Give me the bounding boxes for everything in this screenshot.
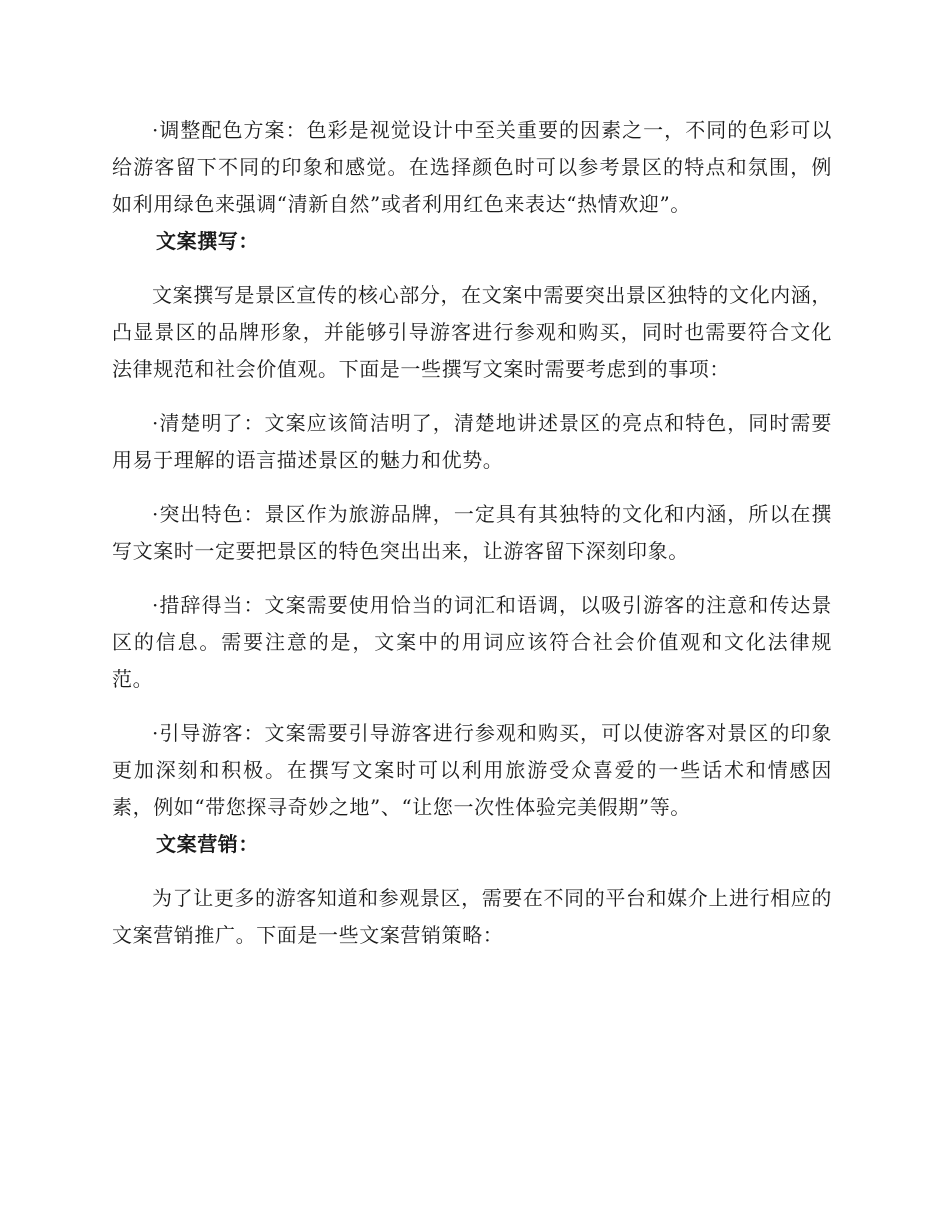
section-heading-copywriting: 文案撰写： (156, 229, 259, 253)
paragraph-highlight-features: ·突出特色：景区作为旅游品牌，一定具有其独特的文化和内涵，所以在撰写文案时一定要把景区的特色突出出来，让游客留下深刻印象。 (112, 502, 832, 563)
paragraph-wording: ·措辞得当：文案需要使用恰当的词汇和语调，以吸引游客的注意和传达景区的信息。需要注意的是，文案中的用词应该符合社会价值观和文化法律规范。 (112, 593, 832, 691)
paragraph-guide-visitors: ·引导游客：文案需要引导游客进行参观和购买，可以使游客对景区的印象更加深刻和积极。在撰写文案时可以利用旅游受众喜爱的一些话术和情感因素，例如“带您探寻奇妙之地”、“让您一次性体验完美假期”等。 (112, 721, 832, 819)
paragraph-marketing-intro: 为了让更多的游客知道和参观景区，需要在不同的平台和媒介上进行相应的文案营销推广。下面是一些文案营销策略： (112, 886, 832, 947)
paragraph-clear-concise: ·清楚明了：文案应该简洁明了，清楚地讲述景区的亮点和特色，同时需要用易于理解的语言描述景区的魅力和优势。 (112, 411, 832, 472)
paragraph-color-scheme: ·调整配色方案：色彩是视觉设计中至关重要的因素之一，不同的色彩可以给游客留下不同的印象和感觉。在选择颜色时可以参考景区的特点和氛围，例如利用绿色来强调“清新自然”或者利用红色来表达“热情欢迎”。 (112, 118, 832, 216)
section-heading-marketing: 文案营销： (156, 832, 259, 856)
paragraph-copywriting-intro: 文案撰写是景区宣传的核心部分，在文案中需要突出景区独特的文化内涵，凸显景区的品牌形象，并能够引导游客进行参观和购买，同时也需要符合文化法律规范和社会价值观。下面是一些撰写文案时需要考虑到的事项： (112, 283, 832, 381)
document-body (112, 112, 832, 954)
